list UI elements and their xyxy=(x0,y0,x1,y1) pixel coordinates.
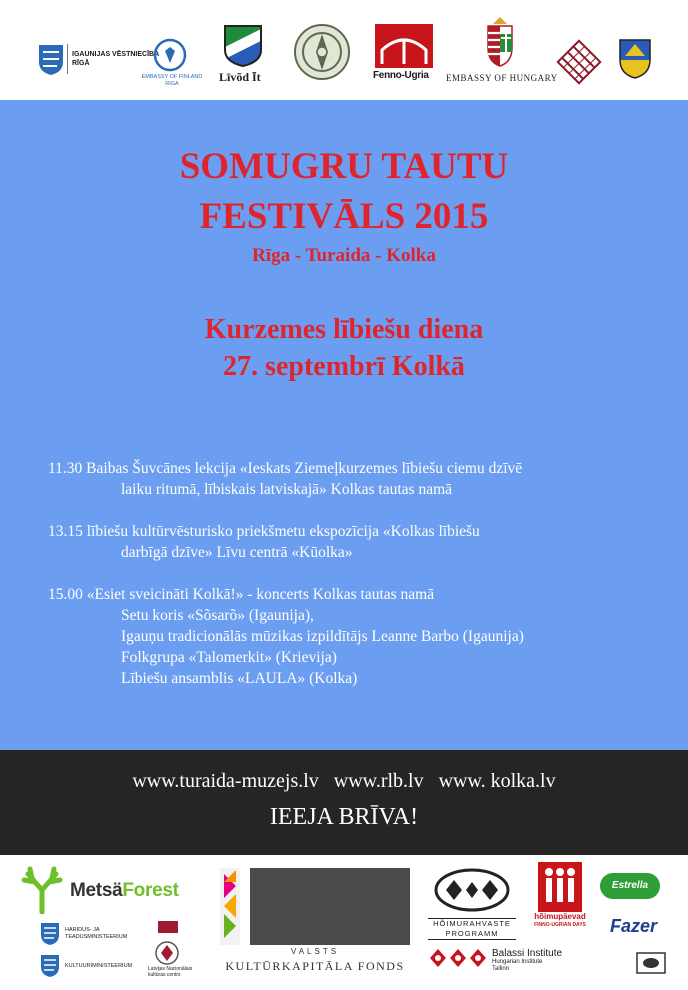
small-partner-logo-icon xyxy=(636,952,666,974)
balassi-ornament-icon xyxy=(428,947,488,969)
schedule-line: Lībiešu ansamblis «LAULA» (Kolka) xyxy=(121,670,358,687)
schedule-item-1130 xyxy=(48,458,522,500)
fenno-ugria-logo-icon xyxy=(375,24,433,68)
schedule-line: 11.30 Baibas Šuvcānes lekcija «Ieskats Ziemeļkurzemes lībiešu ciemu dzīvē xyxy=(48,460,523,477)
day-title: Kurzemes lībiešu diena xyxy=(204,314,484,345)
footer-dark-bar xyxy=(0,750,688,855)
finland-embassy-line2: RIGA xyxy=(165,81,179,87)
schedule-line: Folkgrupa «Talomerkit» (Krievija) xyxy=(121,649,337,666)
ornamental-seal-icon xyxy=(292,22,352,82)
estonian-embassy-name xyxy=(72,50,159,68)
vkkf-line2: KULTŪRKAPITĀLA FONDS xyxy=(225,959,405,973)
education-ministry-line1: HARIDUS- JA xyxy=(65,927,100,933)
schedule-line: Igauņu tradicionālās mūzikas izpildītājs Leanne Barbo (Igaunija) xyxy=(121,628,524,645)
latvian-culture-centre-name xyxy=(148,966,192,978)
schedule-line: 13.15 lībiešu kultūrvēsturisko priekšmetu ekspozīcija «Kolkas lībiešu xyxy=(48,523,480,540)
hoimurahvaste-ornament-icon xyxy=(432,866,512,916)
estonia-coat-of-arms-icon xyxy=(40,954,60,978)
estrella-logo: Estrella xyxy=(600,873,660,899)
festival-title-line1: SOMUGRU TAUTU xyxy=(179,146,509,187)
latvian-coat-of-arms-icon xyxy=(154,940,180,966)
hoimurahvaste-name xyxy=(428,918,516,940)
balassi-name xyxy=(492,948,562,973)
fazer-logo: Fazer xyxy=(610,916,658,936)
finland-embassy-line1: EMBASSY OF FINLAND xyxy=(141,74,203,80)
latvian-culture-centre-line1: Latvijas Nacionālais xyxy=(148,966,193,972)
festival-title-line2: FESTIVĀLS 2015 xyxy=(199,196,489,237)
schedule-line: 15.00 «Esiet sveicināti Kolkā!» - koncerts Kolkas tautas namā xyxy=(48,586,435,603)
estonia-coat-of-arms-icon xyxy=(40,922,60,946)
estonia-coat-of-arms-icon xyxy=(38,44,64,76)
latvian-culture-centre-line2: kultūras centrs xyxy=(148,972,181,978)
balassi-line2: Hungarian Institute xyxy=(492,959,543,965)
day-date: 27. septembrī Kolkā xyxy=(223,351,465,382)
hoimurahvaste-line2: PROGRAMM xyxy=(445,929,499,938)
estonian-embassy-line1: IGAUNIJAS VĒSTNIECĪBA xyxy=(72,51,160,58)
livod-it-label: Līvõd Īt xyxy=(219,70,261,84)
metsa-forest-antlers-icon xyxy=(18,866,66,914)
metsa-word: Metsä xyxy=(70,880,123,901)
culture-ministry-name: KULTUURIMINISTEERIUM xyxy=(65,963,133,969)
schedule-line: laiku ritumā, lībiskais latviskajā» Kolkas tautas namā xyxy=(121,481,453,498)
hungary-embassy-label: EMBASSY OF HUNGARY xyxy=(446,73,558,83)
festival-route: Rīga - Turaida - Kolka xyxy=(252,245,436,266)
schedule-item-1315 xyxy=(48,521,480,563)
hoimupaevad-line2: FINNO-UGRIAN DAYS xyxy=(534,922,586,928)
diamond-logo-icon xyxy=(555,38,603,86)
hoimupaevad-figures-icon xyxy=(538,862,582,912)
top-sponsor-strip xyxy=(0,0,688,100)
schedule-line: darbīgā dzīve» Līvu centrā «Kūolka» xyxy=(121,544,353,561)
logo-divider xyxy=(67,44,68,74)
finland-embassy-name xyxy=(140,74,204,88)
hoimurahvaste-line1: HÕIMURAHVASTE xyxy=(433,919,511,928)
hoimupaevad-line1: hõimupäevad xyxy=(534,912,586,921)
schedule-line: Setu koris «Sõsarõ» (Igaunija), xyxy=(121,607,314,624)
hoimupaevad-name xyxy=(530,912,590,930)
latvian-flag-icon xyxy=(158,921,178,933)
education-ministry-name xyxy=(65,927,127,941)
balassi-line1: Balassi Institute xyxy=(492,948,563,959)
estonian-embassy-line2: RĪGĀ xyxy=(72,60,90,67)
websites-line: www.turaida-muzejs.lv www.rlb.lv www. kolka.lv xyxy=(132,770,556,792)
municipal-shield-icon xyxy=(618,38,652,80)
balassi-line3: Tallinn xyxy=(492,966,510,972)
education-ministry-line2: TEADUSMINISTEERIUM xyxy=(65,934,128,940)
forest-word: Forest xyxy=(122,880,179,901)
vkkf-line1: VALSTS xyxy=(290,947,340,956)
metsa-forest-label xyxy=(70,880,179,902)
hungary-coat-of-arms-icon xyxy=(485,16,515,68)
fenno-ugria-label: Fenno-Ugria xyxy=(373,70,429,81)
free-entry-label: IEEJA BRĪVA! xyxy=(269,804,419,830)
schedule-item-1500 xyxy=(48,584,524,689)
livod-it-shield-icon xyxy=(223,24,263,68)
vkkf-logo-icon xyxy=(220,868,410,945)
finland-embassy-logo-icon xyxy=(153,38,187,72)
